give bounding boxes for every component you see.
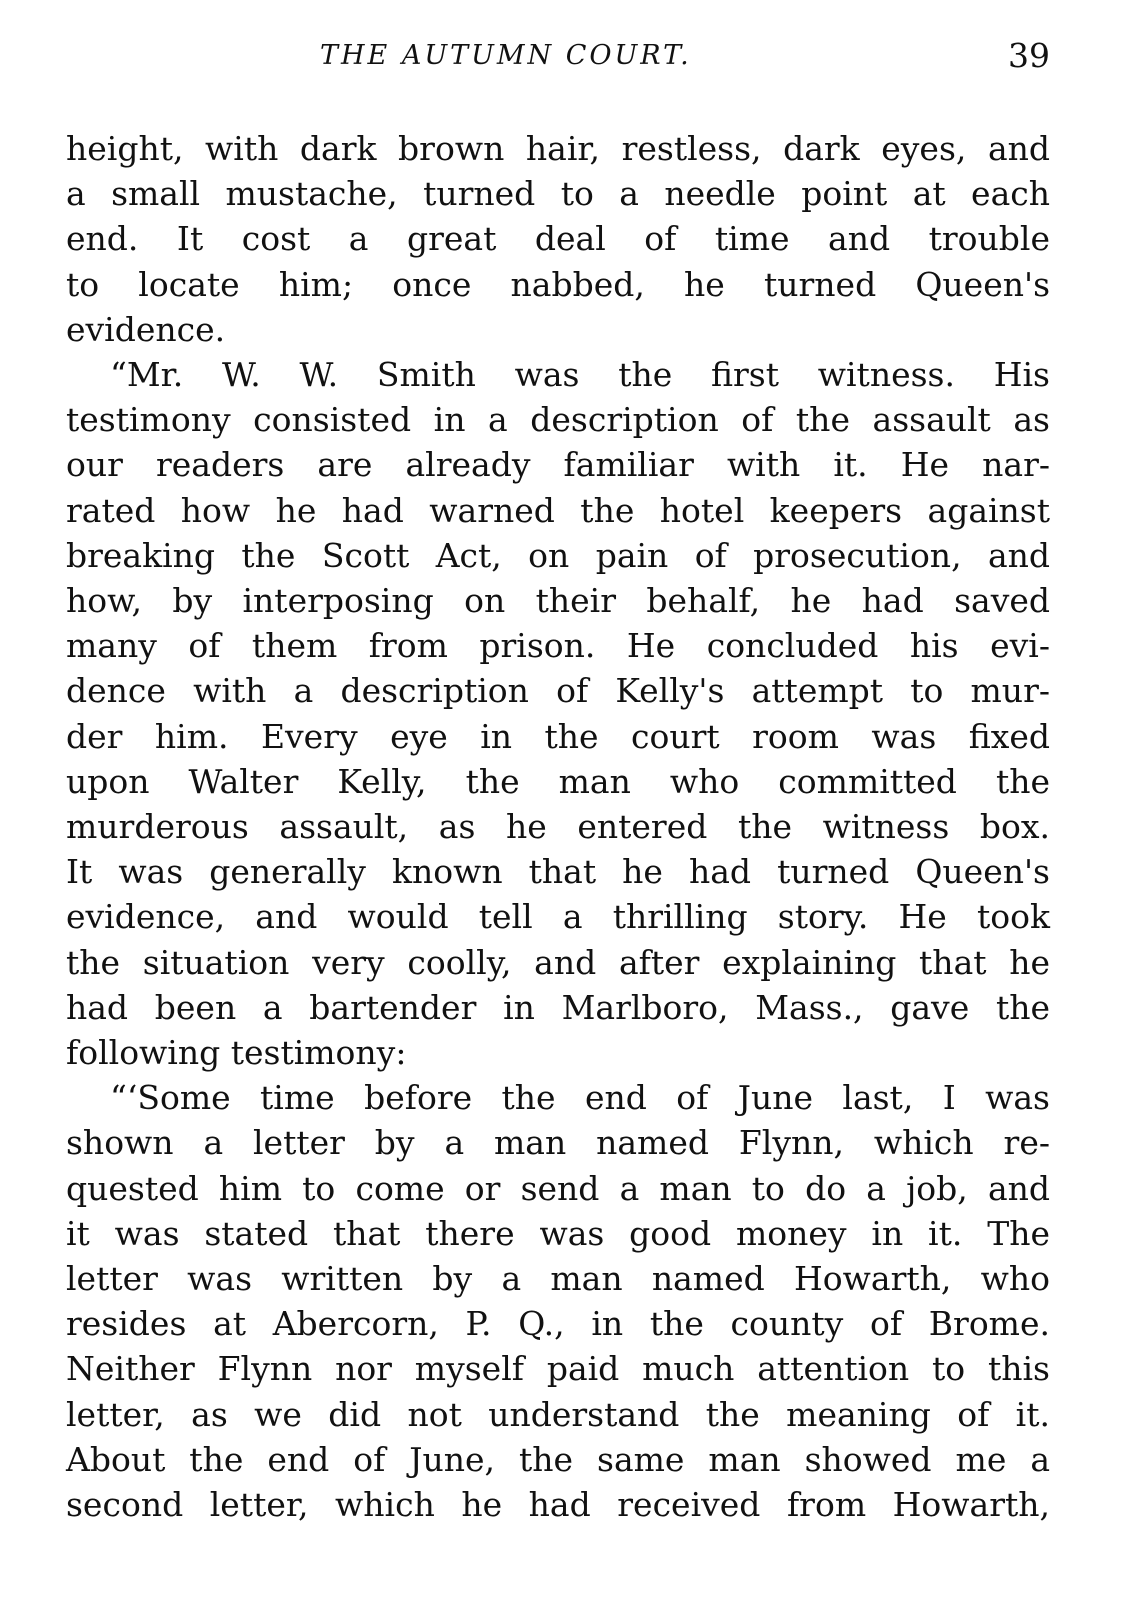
text-line: quested him to come or send a man to do a job, and [66,1168,1050,1208]
text-line: many of them from prison. He concluded his evi- [66,626,1050,666]
text-line: rated how he had warned the hotel keepers against [66,490,1050,530]
text-line: to locate him; once nabbed, he turned Queen's [66,264,1050,304]
text-line: letter was written by a man named Howarth, who [66,1259,1050,1299]
text-line: letter, as we did not understand the meaning of it. [66,1394,1050,1434]
running-head: THE AUTUMN COURT. [320,40,692,71]
text-line: murderous assault, as he entered the witness box. [66,807,1050,847]
text-line: der him. Every eye in the court room was fixed [66,716,1050,756]
body-text [66,126,1050,1527]
text-line: it was stated that there was good money in it. The [66,1213,1050,1253]
text-line: testimony consisted in a description of the assault as [66,400,1050,440]
text-line: end. It cost a great deal of time and trouble [66,219,1050,259]
text-line: It was generally known that he had turned Queen's [66,852,1050,892]
text-line: the situation very coolly, and after explaining that he [66,942,1050,982]
text-line: evidence. [66,309,226,349]
text-line: dence with a description of Kelly's attempt to mur- [66,671,1050,711]
text-line: height, with dark brown hair, restless, dark eyes, and [66,129,1050,168]
text-line: About the end of June, the same man showed me a [66,1439,1050,1479]
text-line: evidence, and would tell a thrilling story. He took [66,897,1050,937]
text-line: upon Walter Kelly, the man who committed the [66,761,1050,801]
text-line: breaking the Scott Act, on pain of prosecution, and [66,535,1050,575]
text-line: Neither Flynn nor myself paid much attention to this [66,1349,1050,1389]
page-number: 39 [1008,36,1050,75]
text-line: following testimony: [66,1033,407,1073]
text-line: shown a letter by a man named Flynn, which re- [66,1123,1050,1163]
text-line: our readers are already familiar with it. He nar- [66,445,1050,485]
text-line: resides at Abercorn, P. Q., in the county of Brome. [66,1304,1050,1344]
text-line: a small mustache, turned to a needle point at each [66,174,1050,214]
text-line: how, by interposing on their behalf, he had saved [66,581,1050,621]
text-line: second letter, which he had received from Howarth, [66,1485,1050,1525]
text-line: had been a bartender in Marlboro, Mass., gave the [66,987,1050,1027]
text-line: “Mr. W. W. Smith was the first witness. His [110,355,1050,395]
text-line: “‘Some time before the end of June last, I was [110,1078,1050,1118]
